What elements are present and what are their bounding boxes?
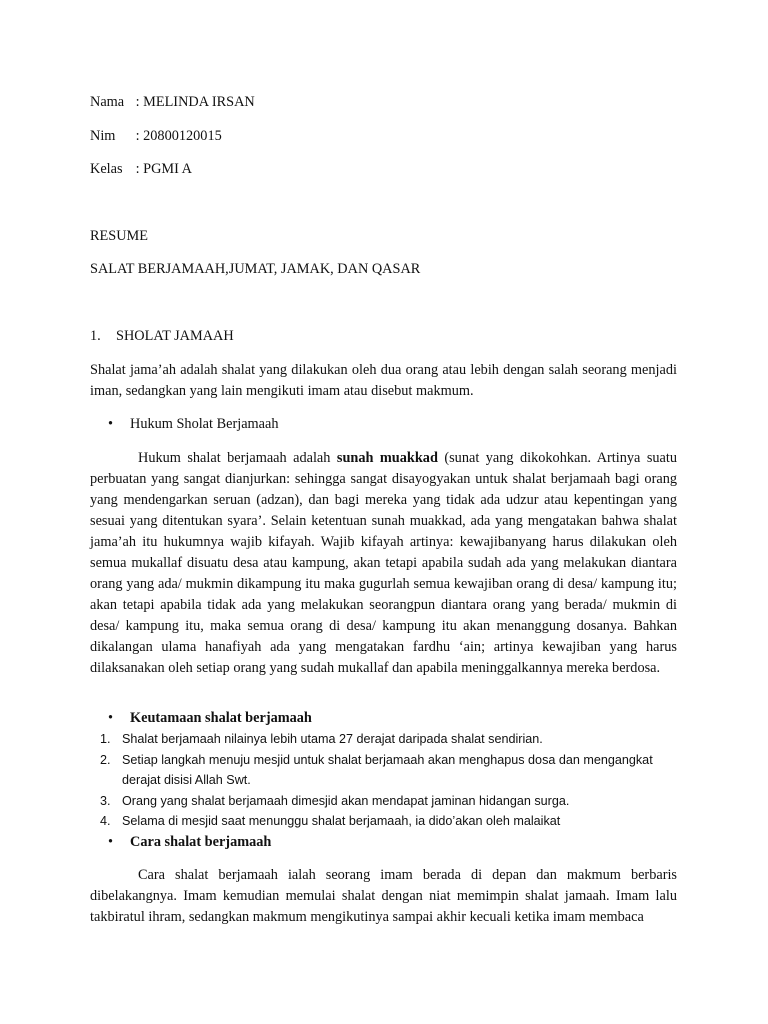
nama-value: : MELINDA IRSAN	[135, 94, 255, 110]
bullet-icon: •	[108, 834, 114, 850]
hukum-bold-term: sunah muakkad	[336, 450, 438, 466]
list-item-number: 3.	[100, 793, 111, 808]
kelas-row	[90, 161, 192, 178]
kelas-value: : PGMI A	[135, 161, 192, 177]
list-item	[100, 811, 680, 832]
cara-paragraph	[90, 865, 677, 928]
list-item-text: Shalat berjamaah nilainya lebih utama 27 derajat daripada shalat sendirian.	[122, 732, 543, 746]
cara-bullet-item	[108, 834, 271, 851]
nama-row	[90, 94, 255, 111]
hukum-text-after: (sunat yang dikokohkan. Artinya suatu perbuatan yang sangat dianjurkan: sehingga sangat disayogyakan untuk shalat berjamaah bagi orang yang mendengarkan seruan (adzan), dan bagi mereka yang tidak ada udzur atau kepentingan yang sesuai yang ditentukan syara’. Selain ketentuan sunah muakkad, ada yang mengatakan bahwa shalat jama’ah itu hukumnya wajib kifayah. Wajib kifayah artinya: kewajibanyang harus dilakukan oleh semua mukallaf disuatu desa atau kampung, akan tetapi apabila sudah ada yang melakukan diantara orang yang ada/ mukmin dikampung itu maka gugurlah semua kewajiban orang di desa/ kampung itu; akan tetapi apabila tidak ada yang melakukan seorangpun diantara orang yang berada/ mukmin di desa/ kampung itu, maka semua orang di desa/ kampung itu akan menanggung dosanya. Bahkan dikalangan ulama hanafiyah ada yang mengatakan fardhu ‘ain; artinya kewajiban yang harus dilaksanakan oleh setiap orang yang sudah mukallaf dan apabila meninggalkannya mereka berdosa.	[90, 450, 678, 676]
list-item-number: 4.	[100, 814, 111, 828]
section-number: 1.	[90, 328, 101, 344]
keutamaan-heading: Keutamaan shalat berjamaah	[130, 710, 312, 726]
list-item-text: Setiap langkah menuju mesjid untuk shalat berjamaah akan menghapus dosa dan mengangkat derajat disisi Allah Swt.	[122, 752, 653, 787]
hukum-heading: Hukum Sholat Berjamaah	[130, 416, 279, 432]
kelas-label: Kelas	[90, 161, 123, 177]
nim-row	[90, 128, 222, 145]
cara-heading: Cara shalat berjamaah	[130, 834, 272, 850]
list-item-number: 1.	[100, 732, 111, 746]
hukum-bullet-item	[108, 416, 279, 433]
bullet-icon: •	[108, 416, 114, 432]
keutamaan-list	[100, 729, 680, 832]
hukum-text-before: Hukum shalat berjamaah adalah	[138, 450, 337, 466]
keutamaan-bullet-item	[108, 710, 312, 727]
nim-value: : 20800120015	[135, 128, 222, 144]
list-item-number: 2.	[100, 752, 111, 767]
section-heading	[90, 328, 234, 345]
list-item-text: Orang yang shalat berjamaah dimesjid akan mendapat jaminan hidangan surga.	[122, 793, 570, 808]
list-item	[100, 729, 680, 750]
nama-label: Nama	[90, 94, 125, 110]
list-item	[100, 791, 680, 812]
document-title: RESUME	[90, 228, 148, 244]
list-item	[100, 750, 680, 791]
cara-text: Cara shalat berjamaah ialah seorang imam berada di depan dan makmum berbaris dibelakangnya. Imam kemudian memulai shalat dengan niat memimpin shalat jamaah. Imam lalu takbiratul ihram, sedangkan makmum mengikutinya sampai akhir kecuali ketika imam membaca	[90, 867, 677, 925]
list-item-text: Selama di mesjid saat menunggu shalat berjamaah, ia dido’akan oleh malaikat	[122, 814, 561, 828]
intro-paragraph	[90, 360, 677, 402]
bullet-icon: •	[108, 710, 114, 726]
section-title: SHOLAT JAMAAH	[116, 328, 234, 344]
hukum-paragraph	[90, 448, 677, 679]
document-subtitle: SALAT BERJAMAAH,JUMAT, JAMAK, DAN QASAR	[90, 261, 421, 277]
nim-label: Nim	[90, 128, 116, 144]
intro-text: Shalat jama’ah adalah shalat yang dilakukan oleh dua orang atau lebih dengan salah seorang menjadi iman, sedangkan yang lain mengikuti imam atau disebut makmum.	[90, 362, 677, 399]
